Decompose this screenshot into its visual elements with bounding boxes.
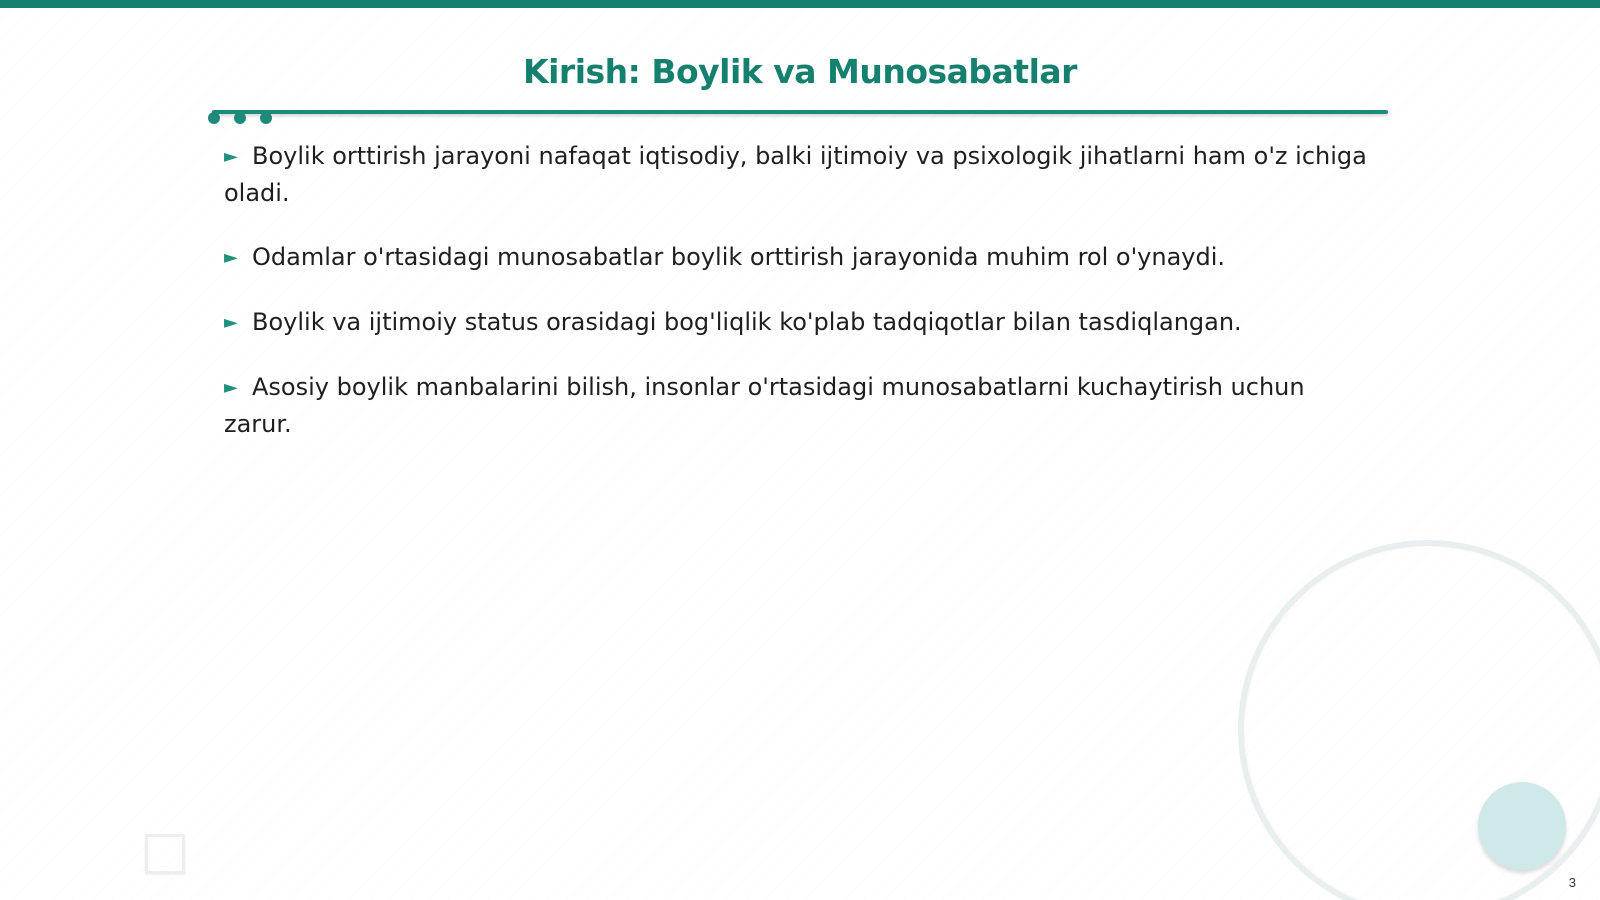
bullet-arrow-icon: ► bbox=[224, 146, 238, 167]
slide-title: Kirish: Boylik va Munosabatlar bbox=[523, 52, 1077, 91]
bullet-item bbox=[224, 138, 1374, 211]
bullet-item bbox=[224, 369, 1374, 442]
decorative-circle bbox=[1478, 782, 1566, 870]
underline-dot bbox=[208, 112, 220, 124]
bullet-item bbox=[224, 304, 1374, 341]
title-underline bbox=[212, 110, 1388, 114]
bullet-text: Boylik va ijtimoiy status orasidagi bog'liqlik ko'plab tadqiqotlar bilan tasdiqlangan. bbox=[252, 308, 1242, 336]
bullet-arrow-icon: ► bbox=[224, 377, 238, 398]
bullet-text: Odamlar o'rtasidagi munosabatlar boylik orttirish jarayonida muhim rol o'ynaydi. bbox=[252, 243, 1226, 271]
bullet-item bbox=[224, 239, 1374, 276]
bullet-text: Boylik orttirish jarayoni nafaqat iqtisodiy, balki ijtimoiy va psixologik jihatlarni ham o'z ichiga oladi. bbox=[224, 142, 1367, 207]
top-accent-bar bbox=[0, 0, 1600, 8]
bullet-text: Asosiy boylik manbalarini bilish, insonlar o'rtasidagi munosabatlarni kuchaytirish uchun zarur. bbox=[224, 373, 1305, 438]
bullet-arrow-icon: ► bbox=[224, 247, 238, 268]
decorative-square bbox=[145, 834, 185, 874]
page-number: 3 bbox=[1568, 875, 1576, 890]
bullet-arrow-icon: ► bbox=[224, 312, 238, 333]
bullet-list bbox=[224, 138, 1374, 470]
underline-dot bbox=[234, 112, 246, 124]
underline-dot bbox=[260, 112, 272, 124]
